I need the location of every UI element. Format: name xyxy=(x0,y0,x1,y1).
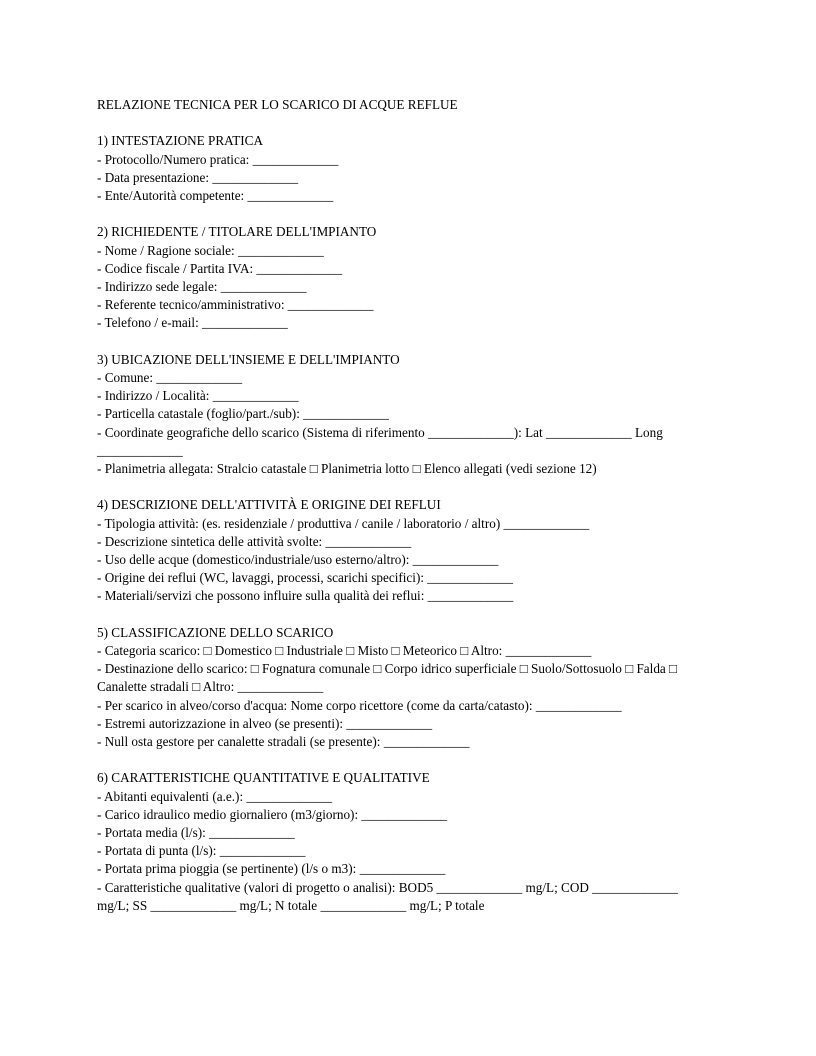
section-3-line-1: - Comune: _____________ xyxy=(97,370,243,385)
section-3-line-2: - Indirizzo / Località: _____________ xyxy=(97,388,299,404)
section-5-line-5: - Null osta gestore per canalette stradali (se presente): _____________ xyxy=(97,734,470,750)
spacer xyxy=(97,205,709,223)
section-5-line-3: - Per scarico in alveo/corso d'acqua: Nome corpo ricettore (come da carta/catasto): _____________ xyxy=(97,697,622,713)
section-3-line-3: - Particella catastale (foglio/part./sub): _____________ xyxy=(97,406,389,422)
section-2-line-5: - Telefono / e-mail: _____________ xyxy=(97,315,288,331)
section-6-line-1: - Abitanti equivalenti (a.e.): _____________ xyxy=(97,788,333,804)
section-2-line-3: - Indirizzo sede legale: _____________ xyxy=(97,279,307,294)
section-5-line-1: - Categoria scarico: □ Domestico □ Industriale □ Misto □ Meteorico □ Altro: _____________ xyxy=(97,643,592,659)
document-title: RELAZIONE TECNICA PER LO SCARICO DI ACQUE REFLUE xyxy=(97,97,458,112)
section-4-line-2: - Descrizione sintetica delle attività svolte: _____________ xyxy=(97,533,412,549)
section-1-line-3: - Ente/Autorità competente: _____________ xyxy=(97,188,334,203)
document-body xyxy=(97,96,709,915)
section-3-line-4: - Coordinate geografiche dello scarico (Sistema di riferimento _____________): Lat _____________ Long _____________ xyxy=(97,424,663,458)
section-4-line-4: - Origine dei reflui (WC, lavaggi, processi, scarichi specifici): _____________ xyxy=(97,570,514,586)
section-5-line-2: - Destinazione dello scarico: □ Fognatura comunale □ Corpo idrico superficiale □ Suolo/Sottosuolo □ Falda □ Canalette stradali □ Altro: _____________ xyxy=(97,661,678,695)
section-heading-6: 6) CARATTERISTICHE QUANTITATIVE E QUALITATIVE xyxy=(97,770,430,786)
spacer xyxy=(97,333,709,351)
section-6-line-2: - Carico idraulico medio giornaliero (m3/giorno): _____________ xyxy=(97,806,448,822)
spacer xyxy=(97,751,709,769)
section-5-line-4: - Estremi autorizzazione in alveo (se presenti): _____________ xyxy=(97,715,433,731)
section-2-line-2: - Codice fiscale / Partita IVA: _____________ xyxy=(97,260,343,276)
section-heading-1: 1) INTESTAZIONE PRATICA xyxy=(97,133,263,149)
spacer xyxy=(97,114,709,132)
section-2-line-1: - Nome / Ragione sociale: _____________ xyxy=(97,242,324,258)
section-heading-2: 2) RICHIEDENTE / TITOLARE DELL'IMPIANTO xyxy=(97,224,377,240)
spacer xyxy=(97,606,709,624)
section-6-line-6: - Caratteristiche qualitative (valori di progetto o analisi): BOD5 _____________ mg/L; COD _____________ mg/L; SS _____________ mg/L; N totale _____________ mg/L; P totale xyxy=(97,879,678,913)
section-6-line-4: - Portata di punta (l/s): _____________ xyxy=(97,843,306,859)
section-heading-5: 5) CLASSIFICAZIONE DELLO SCARICO xyxy=(97,624,334,640)
section-1-line-1: - Protocollo/Numero pratica: _____________ xyxy=(97,151,339,167)
spacer xyxy=(97,478,709,496)
section-1-line-2: - Data presentazione: _____________ xyxy=(97,169,299,185)
section-4-line-1: - Tipologia attività: (es. residenziale / produttiva / canile / laboratorio / altro) _____________ xyxy=(97,515,590,531)
section-4-line-3: - Uso delle acque (domestico/industriale/uso esterno/altro): _____________ xyxy=(97,552,499,568)
section-6-line-5: - Portata prima pioggia (se pertinente) (l/s o m3): _____________ xyxy=(97,861,446,877)
section-4-line-5: - Materiali/servizi che possono influire sulla qualità dei reflui: _____________ xyxy=(97,588,514,604)
section-6-line-3: - Portata media (l/s): _____________ xyxy=(97,825,295,841)
section-heading-3: 3) UBICAZIONE DELL'INSIEME E DELL'IMPIANTO xyxy=(97,351,400,367)
section-2-line-4: - Referente tecnico/amministrativo: _____________ xyxy=(97,297,374,313)
section-3-line-5: - Planimetria allegata: Stralcio catastale □ Planimetria lotto □ Elenco allegati (vedi sezione 12) xyxy=(97,461,597,477)
section-heading-4: 4) DESCRIZIONE DELL'ATTIVITÀ E ORIGINE DEI REFLUI xyxy=(97,497,441,513)
